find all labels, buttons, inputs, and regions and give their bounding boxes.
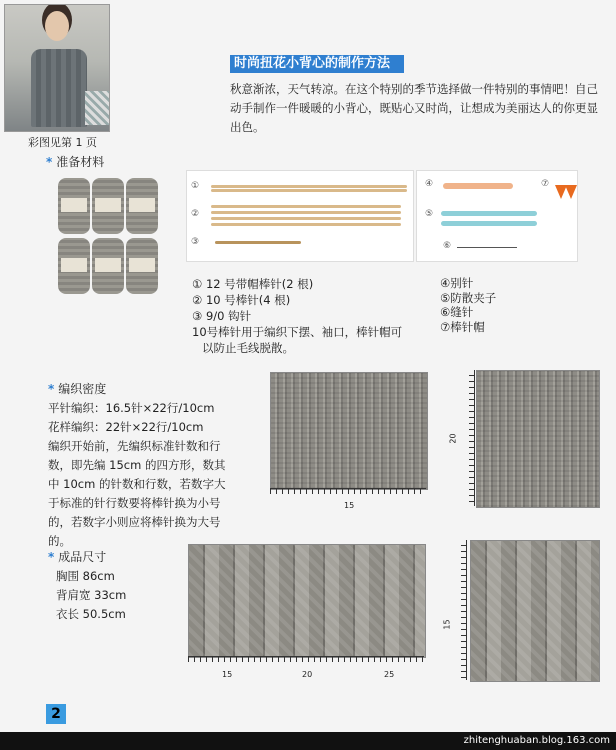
yarn-ball <box>126 178 158 234</box>
gauge-heading <box>48 380 228 399</box>
needle-12 <box>211 189 407 192</box>
marker-5: ⑤ <box>425 209 434 219</box>
model-photo <box>4 4 110 132</box>
material-item: ⑦棒针帽 <box>440 319 485 334</box>
stitch-holder <box>441 221 537 226</box>
model-bag <box>85 91 110 125</box>
needle-10 <box>211 223 401 226</box>
article-title: 时尚扭花小背心的制作方法 <box>230 55 404 73</box>
needle-10 <box>211 211 401 214</box>
material-item: ④别针 <box>440 276 474 290</box>
ruler-label: 15 <box>442 619 452 630</box>
size-heading-text: 成品尺寸 <box>58 550 107 564</box>
marker-1: ① <box>191 181 200 191</box>
marker-7: ⑦ <box>541 179 550 189</box>
cable-needle <box>443 183 513 189</box>
cable-swatch-2 <box>470 540 600 682</box>
stitch-holder <box>441 211 537 216</box>
photo-caption: 彩图见第 1 页 <box>28 136 97 149</box>
model-head <box>45 11 69 41</box>
marker-3: ③ <box>191 237 200 247</box>
material-item: ② 10 号棒针(4 根) <box>192 293 291 307</box>
material-item: ③ 9/0 钩针 <box>192 309 252 323</box>
size-line: 胸围 86cm <box>56 569 115 583</box>
ruler-label: 20 <box>302 670 313 679</box>
size-heading <box>48 548 208 567</box>
yarn-ball <box>58 238 90 294</box>
ruler-label: 15 <box>222 670 233 679</box>
material-item: ⑤防散夹子 <box>440 290 497 305</box>
needle-cap <box>565 185 577 199</box>
ruler-horizontal <box>188 656 424 669</box>
yarn-balls-image <box>56 178 158 296</box>
marker-2: ② <box>191 209 200 219</box>
intro-paragraph: 秋意渐浓，天气转凉。在这个特别的季节选择做一件特别的事情吧！自己动手制作一件暖暖的小背心，既贴心又时尚，让想成为美丽达人的你更显出色。 <box>230 82 598 134</box>
ruler-horizontal <box>270 488 426 501</box>
gauge-heading-text: 编织密度 <box>58 382 107 396</box>
materials-list-right <box>440 276 580 334</box>
page-number: 2 <box>46 704 66 724</box>
materials-heading <box>46 153 104 170</box>
ruler-label: 15 <box>344 501 355 510</box>
size-section <box>48 548 208 624</box>
gauge-note: 编织开始前，先编织标准针数和行数，即先编 15cm 的四方形，数其中 10cm 的针数和行数，若数字大于标准的针行数要将棒针换为小号的，若数字小则应将棒针换为大号的。 <box>48 439 226 548</box>
sewing-needle <box>457 247 517 248</box>
model-vest <box>31 49 87 127</box>
asterisk-icon: * <box>48 382 55 396</box>
ruler-label: 25 <box>384 670 395 679</box>
gauge-line: 平针编织：16.5针×22行/10cm <box>48 401 215 415</box>
marker-6: ⑥ <box>443 241 452 251</box>
material-item: ⑥缝针 <box>440 305 474 319</box>
marker-4: ④ <box>425 179 434 189</box>
gauge-line: 花样编织：22针×22行/10cm <box>48 420 204 434</box>
needles-image <box>186 170 414 262</box>
ruler-vertical <box>462 370 475 506</box>
yarn-ball <box>126 238 158 294</box>
stockinette-swatch <box>270 372 428 490</box>
yarn-ball <box>92 178 124 234</box>
ruler-vertical <box>454 540 467 680</box>
cable-swatch <box>188 544 426 658</box>
material-note: 以防止毛线脱散。 <box>202 341 294 355</box>
material-note: 10号棒针用于编织下摆、袖口，棒针帽可 <box>192 325 403 339</box>
size-line: 背肩宽 33cm <box>56 588 127 602</box>
needle-10 <box>211 205 401 208</box>
stockinette-swatch-2 <box>476 370 600 508</box>
material-item: ① 12 号带帽棒针(2 根) <box>192 277 314 291</box>
asterisk-icon: * <box>46 155 53 169</box>
needle-12 <box>211 185 407 188</box>
size-line: 衣长 50.5cm <box>56 607 126 621</box>
materials-heading-text: 准备材料 <box>56 155 105 169</box>
needle-10 <box>211 217 401 220</box>
crochet-hook <box>215 241 301 244</box>
footer-bar <box>0 732 616 750</box>
gauge-section <box>48 380 228 551</box>
ruler-label: 20 <box>448 433 458 444</box>
yarn-ball <box>92 238 124 294</box>
footer-url: zhitenghuaban.blog.163.com <box>463 735 610 746</box>
tools-image <box>416 170 578 262</box>
yarn-ball <box>58 178 90 234</box>
asterisk-icon: * <box>48 550 55 564</box>
materials-list-left <box>192 276 432 356</box>
